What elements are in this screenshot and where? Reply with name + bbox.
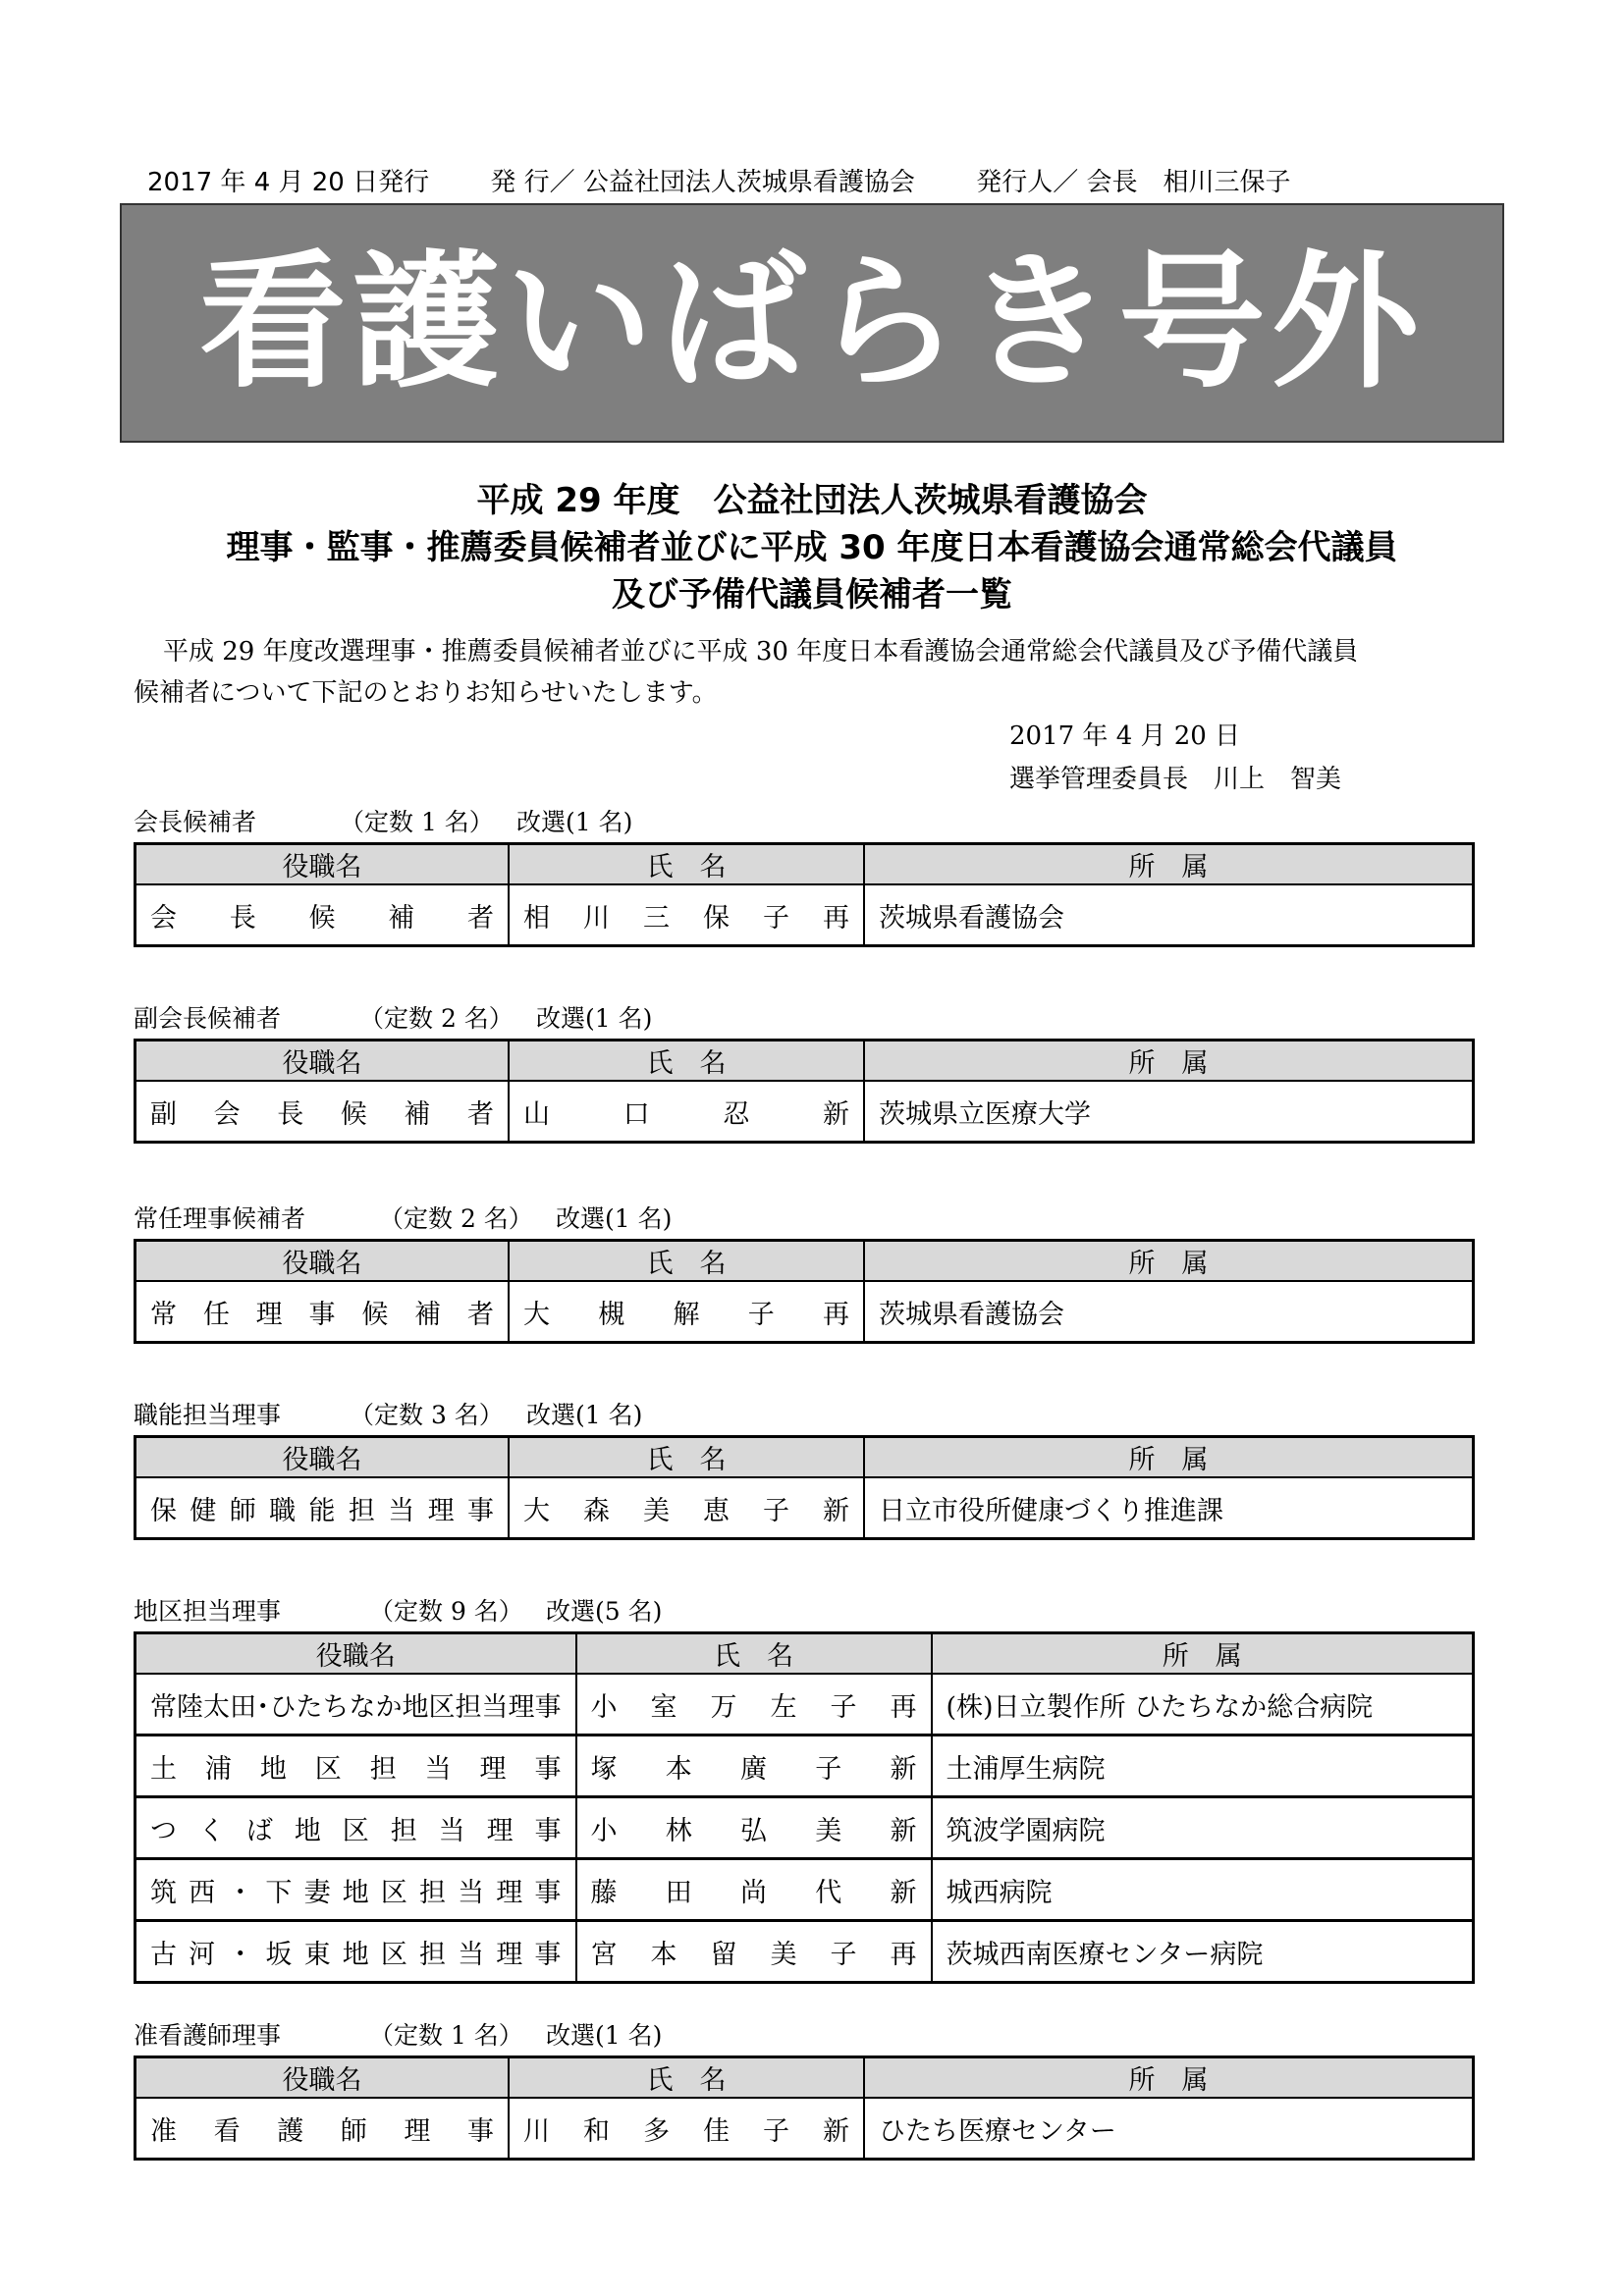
cell-org: 茨城県立医療大学 xyxy=(864,1081,1474,1143)
column-header-org: 所 属 xyxy=(864,844,1474,885)
column-header-name: 氏 名 xyxy=(509,1437,864,1478)
section-reelect: 改選(1 名) xyxy=(526,1401,643,1429)
intro-line-1: 平成 29 年度改選理事・推薦委員候補者並びに平成 30 年度日本看護協会通常総会代議員及び予備代議員 xyxy=(163,637,1359,667)
cell-org: (株)日立製作所 ひたちなか総合病院 xyxy=(932,1674,1474,1735)
column-header-role: 役職名 xyxy=(135,1041,510,1082)
table-row xyxy=(135,2098,1474,2160)
column-header-role: 役職名 xyxy=(135,1633,576,1675)
table-row xyxy=(135,1921,1474,1983)
column-header-org: 所 属 xyxy=(864,1241,1474,1282)
section-title: 准看護師理事 xyxy=(134,2021,282,2050)
cell-name: 山 口 忍 新 xyxy=(509,1081,864,1143)
column-header-role: 役職名 xyxy=(135,2057,510,2099)
column-header-org: 所 属 xyxy=(864,2057,1474,2099)
column-header-name: 氏 名 xyxy=(509,2057,864,2099)
document-title xyxy=(120,477,1504,618)
section-reelect: 改選(1 名) xyxy=(536,1004,653,1033)
column-header-org: 所 属 xyxy=(864,1437,1474,1478)
table-header-row xyxy=(135,844,1474,885)
candidate-table xyxy=(134,842,1475,947)
publisher: 発 行／ 公益社団法人茨城県看護協会 xyxy=(490,168,915,197)
cell-org: 茨城西南医療センター病院 xyxy=(932,1921,1474,1983)
cell-org: 茨城県看護協会 xyxy=(864,1281,1474,1343)
section-quota: （定数 2 名） xyxy=(359,1004,514,1033)
candidate-table xyxy=(134,1631,1475,1984)
section-title: 地区担当理事 xyxy=(134,1597,282,1626)
section-quota: （定数 3 名） xyxy=(350,1401,504,1429)
table-row xyxy=(135,1859,1474,1921)
table-row xyxy=(135,1477,1474,1539)
candidate-table xyxy=(134,2056,1475,2161)
signature-date: 2017 年 4 月 20 日 xyxy=(1009,721,1241,751)
section-reelect: 改選(1 名) xyxy=(516,808,633,836)
column-header-name: 氏 名 xyxy=(576,1633,932,1675)
cell-name: 塚 本 廣 子 新 xyxy=(576,1735,932,1797)
cell-name: 小 室 万 左 子 再 xyxy=(576,1674,932,1735)
cell-role: 土 浦 地 区 担 当 理 事 xyxy=(135,1735,576,1797)
section-label xyxy=(134,1396,642,1431)
candidate-table xyxy=(134,1039,1475,1144)
table-header-row xyxy=(135,2057,1474,2099)
table-row xyxy=(135,1797,1474,1859)
section-quota: （定数 9 名） xyxy=(369,1597,523,1626)
intro-line-2: 候補者について下記のとおりお知らせいたします。 xyxy=(134,678,718,708)
issuer: 発行人／ 会長 相川三保子 xyxy=(976,168,1291,197)
section-label xyxy=(134,999,652,1035)
cell-role: 常 陸 太 田 ･ ひ た ち な か 地 区 担 当 理 事 xyxy=(135,1674,576,1735)
cell-name: 藤 田 尚 代 新 xyxy=(576,1859,932,1921)
table-row xyxy=(135,1081,1474,1143)
cell-role: 筑 西 ・ 下 妻 地 区 担 当 理 事 xyxy=(135,1859,576,1921)
section-label xyxy=(134,803,632,838)
table-header-row xyxy=(135,1437,1474,1478)
title-line-1: 平成 29 年度 公益社団法人茨城県看護協会 xyxy=(476,481,1148,520)
table-row xyxy=(135,1281,1474,1343)
cell-name: 小 林 弘 美 新 xyxy=(576,1797,932,1859)
table-row xyxy=(135,1735,1474,1797)
issue-date: 2017 年 4 月 20 日発行 xyxy=(147,168,430,197)
table-header-row xyxy=(135,1041,1474,1082)
cell-role: 会 長 候 補 者 xyxy=(135,884,510,946)
cell-name: 宮 本 留 美 子 再 xyxy=(576,1921,932,1983)
section-quota: （定数 2 名） xyxy=(379,1204,533,1233)
issue-line xyxy=(147,162,1463,198)
column-header-org: 所 属 xyxy=(864,1041,1474,1082)
section-title: 副会長候補者 xyxy=(134,1004,282,1033)
cell-role: 副 会 長 候 補 者 xyxy=(135,1081,510,1143)
section-quota: （定数 1 名） xyxy=(340,808,494,836)
table-header-row xyxy=(135,1633,1474,1675)
cell-role: 保 健 師 職 能 担 当 理 事 xyxy=(135,1477,510,1539)
section-reelect: 改選(1 名) xyxy=(556,1204,673,1233)
cell-role: 古 河 ・ 坂 東 地 区 担 当 理 事 xyxy=(135,1921,576,1983)
cell-org: 日立市役所健康づくり推進課 xyxy=(864,1477,1474,1539)
column-header-name: 氏 名 xyxy=(509,1241,864,1282)
cell-role: 准 看 護 師 理 事 xyxy=(135,2098,510,2160)
table-header-row xyxy=(135,1241,1474,1282)
column-header-role: 役職名 xyxy=(135,844,510,885)
candidate-table xyxy=(134,1435,1475,1540)
section-reelect: 改選(5 名) xyxy=(546,1597,663,1626)
section-label xyxy=(134,2016,662,2052)
candidate-table xyxy=(134,1239,1475,1344)
section-quota: （定数 1 名） xyxy=(369,2021,523,2050)
cell-org: 城西病院 xyxy=(932,1859,1474,1921)
cell-name: 川 和 多 佳 子 新 xyxy=(509,2098,864,2160)
intro-paragraph xyxy=(134,631,1518,714)
table-row xyxy=(135,1674,1474,1735)
signature-block xyxy=(1009,715,1341,801)
signature-signer: 選挙管理委員長 川上 智美 xyxy=(1009,765,1342,794)
title-line-3: 及び予備代議員候補者一覧 xyxy=(612,575,1012,614)
cell-role: つ く ば 地 区 担 当 理 事 xyxy=(135,1797,576,1859)
cell-org: 土浦厚生病院 xyxy=(932,1735,1474,1797)
section-label xyxy=(134,1592,662,1628)
column-header-role: 役職名 xyxy=(135,1437,510,1478)
title-line-2: 理事・監事・推薦委員候補者並びに平成 30 年度日本看護協会通常総会代議員 xyxy=(226,528,1398,567)
column-header-org: 所 属 xyxy=(932,1633,1474,1675)
cell-name: 大 槻 解 子 再 xyxy=(509,1281,864,1343)
table-row xyxy=(135,884,1474,946)
column-header-name: 氏 名 xyxy=(509,1041,864,1082)
section-title: 会長候補者 xyxy=(134,808,257,836)
section-title: 職能担当理事 xyxy=(134,1401,282,1429)
section-reelect: 改選(1 名) xyxy=(546,2021,663,2050)
cell-name: 相 川 三 保 子 再 xyxy=(509,884,864,946)
cell-org: ひたち医療センター xyxy=(864,2098,1474,2160)
banner-title: 看護いばらき号外 xyxy=(198,238,1425,408)
cell-org: 筑波学園病院 xyxy=(932,1797,1474,1859)
section-label xyxy=(134,1200,672,1235)
cell-org: 茨城県看護協会 xyxy=(864,884,1474,946)
newsletter-banner xyxy=(120,203,1504,443)
section-title: 常任理事候補者 xyxy=(134,1204,306,1233)
cell-role: 常 任 理 事 候 補 者 xyxy=(135,1281,510,1343)
column-header-role: 役職名 xyxy=(135,1241,510,1282)
column-header-name: 氏 名 xyxy=(509,844,864,885)
cell-name: 大 森 美 恵 子 新 xyxy=(509,1477,864,1539)
